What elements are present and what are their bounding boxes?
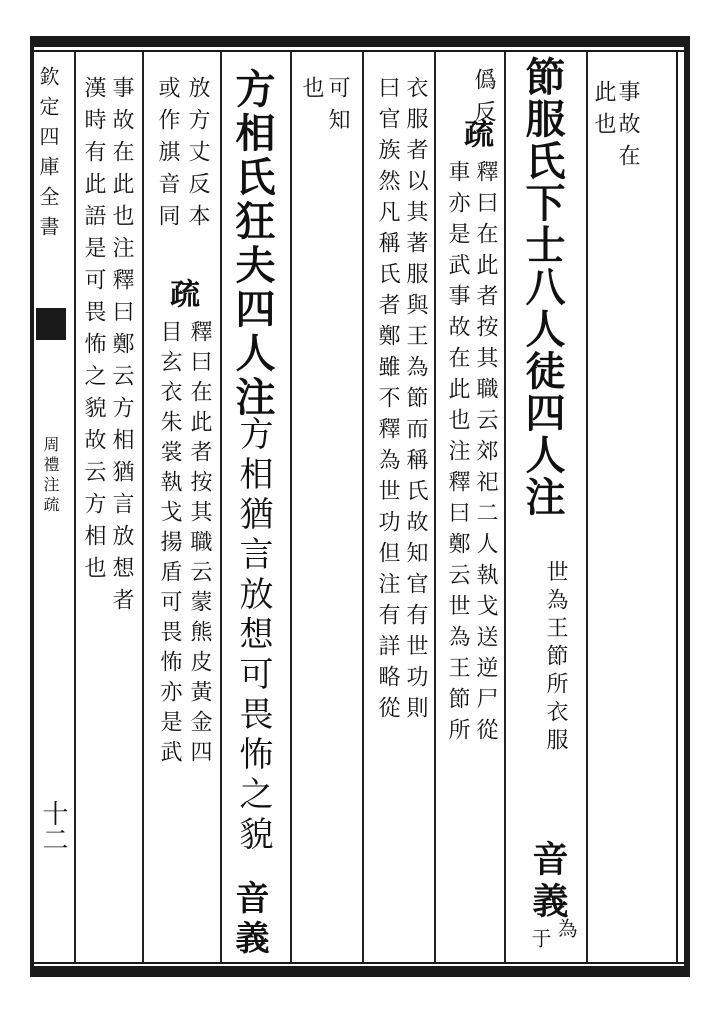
text-column-7c: 或作𣄃音同 — [155, 76, 180, 236]
text-column-5a: 可知 — [325, 76, 350, 140]
column-rule — [142, 52, 144, 962]
text-column-2-note: 世為王節所衣服 — [543, 560, 568, 756]
column-rule — [504, 52, 506, 962]
text-column-5b: 也 — [299, 76, 324, 108]
fishtail-rule — [36, 338, 66, 340]
column-rule — [434, 52, 436, 962]
text-column-6-yinyi: 音義 — [229, 880, 269, 960]
text-column-1b: 此也 — [591, 80, 616, 144]
column-rule — [586, 52, 588, 962]
text-column-2-tail-a: 為 — [554, 918, 578, 948]
text-column-8a: 事故在此也注釋曰鄭云方相猶言放想者 — [109, 76, 134, 620]
frame-bottom-border — [30, 966, 690, 977]
shu-marker: 疏 — [164, 278, 199, 314]
margin-page-number: 十二 — [38, 800, 68, 852]
frame-bottom-rule — [30, 962, 690, 964]
text-column-7a: 放方丈反本 — [185, 76, 210, 236]
margin-section-title: 周禮注疏 — [41, 436, 60, 516]
frame-top-rule — [30, 50, 690, 52]
column-rule — [290, 52, 292, 962]
text-column-6-note: 方相猶言放想可畏怖之貌 — [233, 416, 273, 856]
margin-book-title: 欽定四庫全書 — [36, 66, 60, 246]
text-column-7d: 目玄衣朱裳執戈揚盾可畏怖亦是武 — [157, 320, 182, 770]
frame-right-border — [684, 36, 690, 977]
text-column-3c: 車亦是武事故在此也注釋曰鄭云世為王節所 — [445, 160, 470, 749]
column-rule — [362, 52, 364, 962]
text-column-4b: 曰官族然凡稱氏者鄭雖不釋為世功但注有詳略從 — [375, 76, 400, 727]
column-rule — [220, 52, 222, 962]
frame-right-rule — [676, 52, 678, 962]
text-column-6-main: 方相氏狂夫四人注 — [229, 68, 276, 420]
text-column-3b: 釋曰在此者按其職云郊祀二人執戈送逆尸從 — [473, 160, 498, 749]
text-column-3a: 僞反 — [471, 68, 496, 132]
text-column-2-yinyi: 音義 — [527, 840, 569, 924]
text-column-4a: 衣服者以其著服與王為節而稱氏故知官有世功則 — [403, 76, 428, 727]
text-column-2-tail-b: 于 — [528, 928, 552, 958]
frame-left-border — [30, 36, 34, 977]
shu-marker: 疏 — [458, 118, 493, 154]
text-column-7b: 釋曰在此者按其職云蒙熊皮黃金四 — [187, 320, 212, 770]
text-column-1a: 事故在 — [615, 80, 640, 176]
fishtail-ornament — [36, 308, 66, 338]
text-column-2-main: 節服氏下士八人徒四人注 — [519, 56, 566, 518]
column-rule — [74, 52, 76, 962]
text-column-8b: 漢時有此語是可畏怖之貌故云方相也 — [81, 76, 106, 588]
frame-top-border — [30, 36, 690, 47]
